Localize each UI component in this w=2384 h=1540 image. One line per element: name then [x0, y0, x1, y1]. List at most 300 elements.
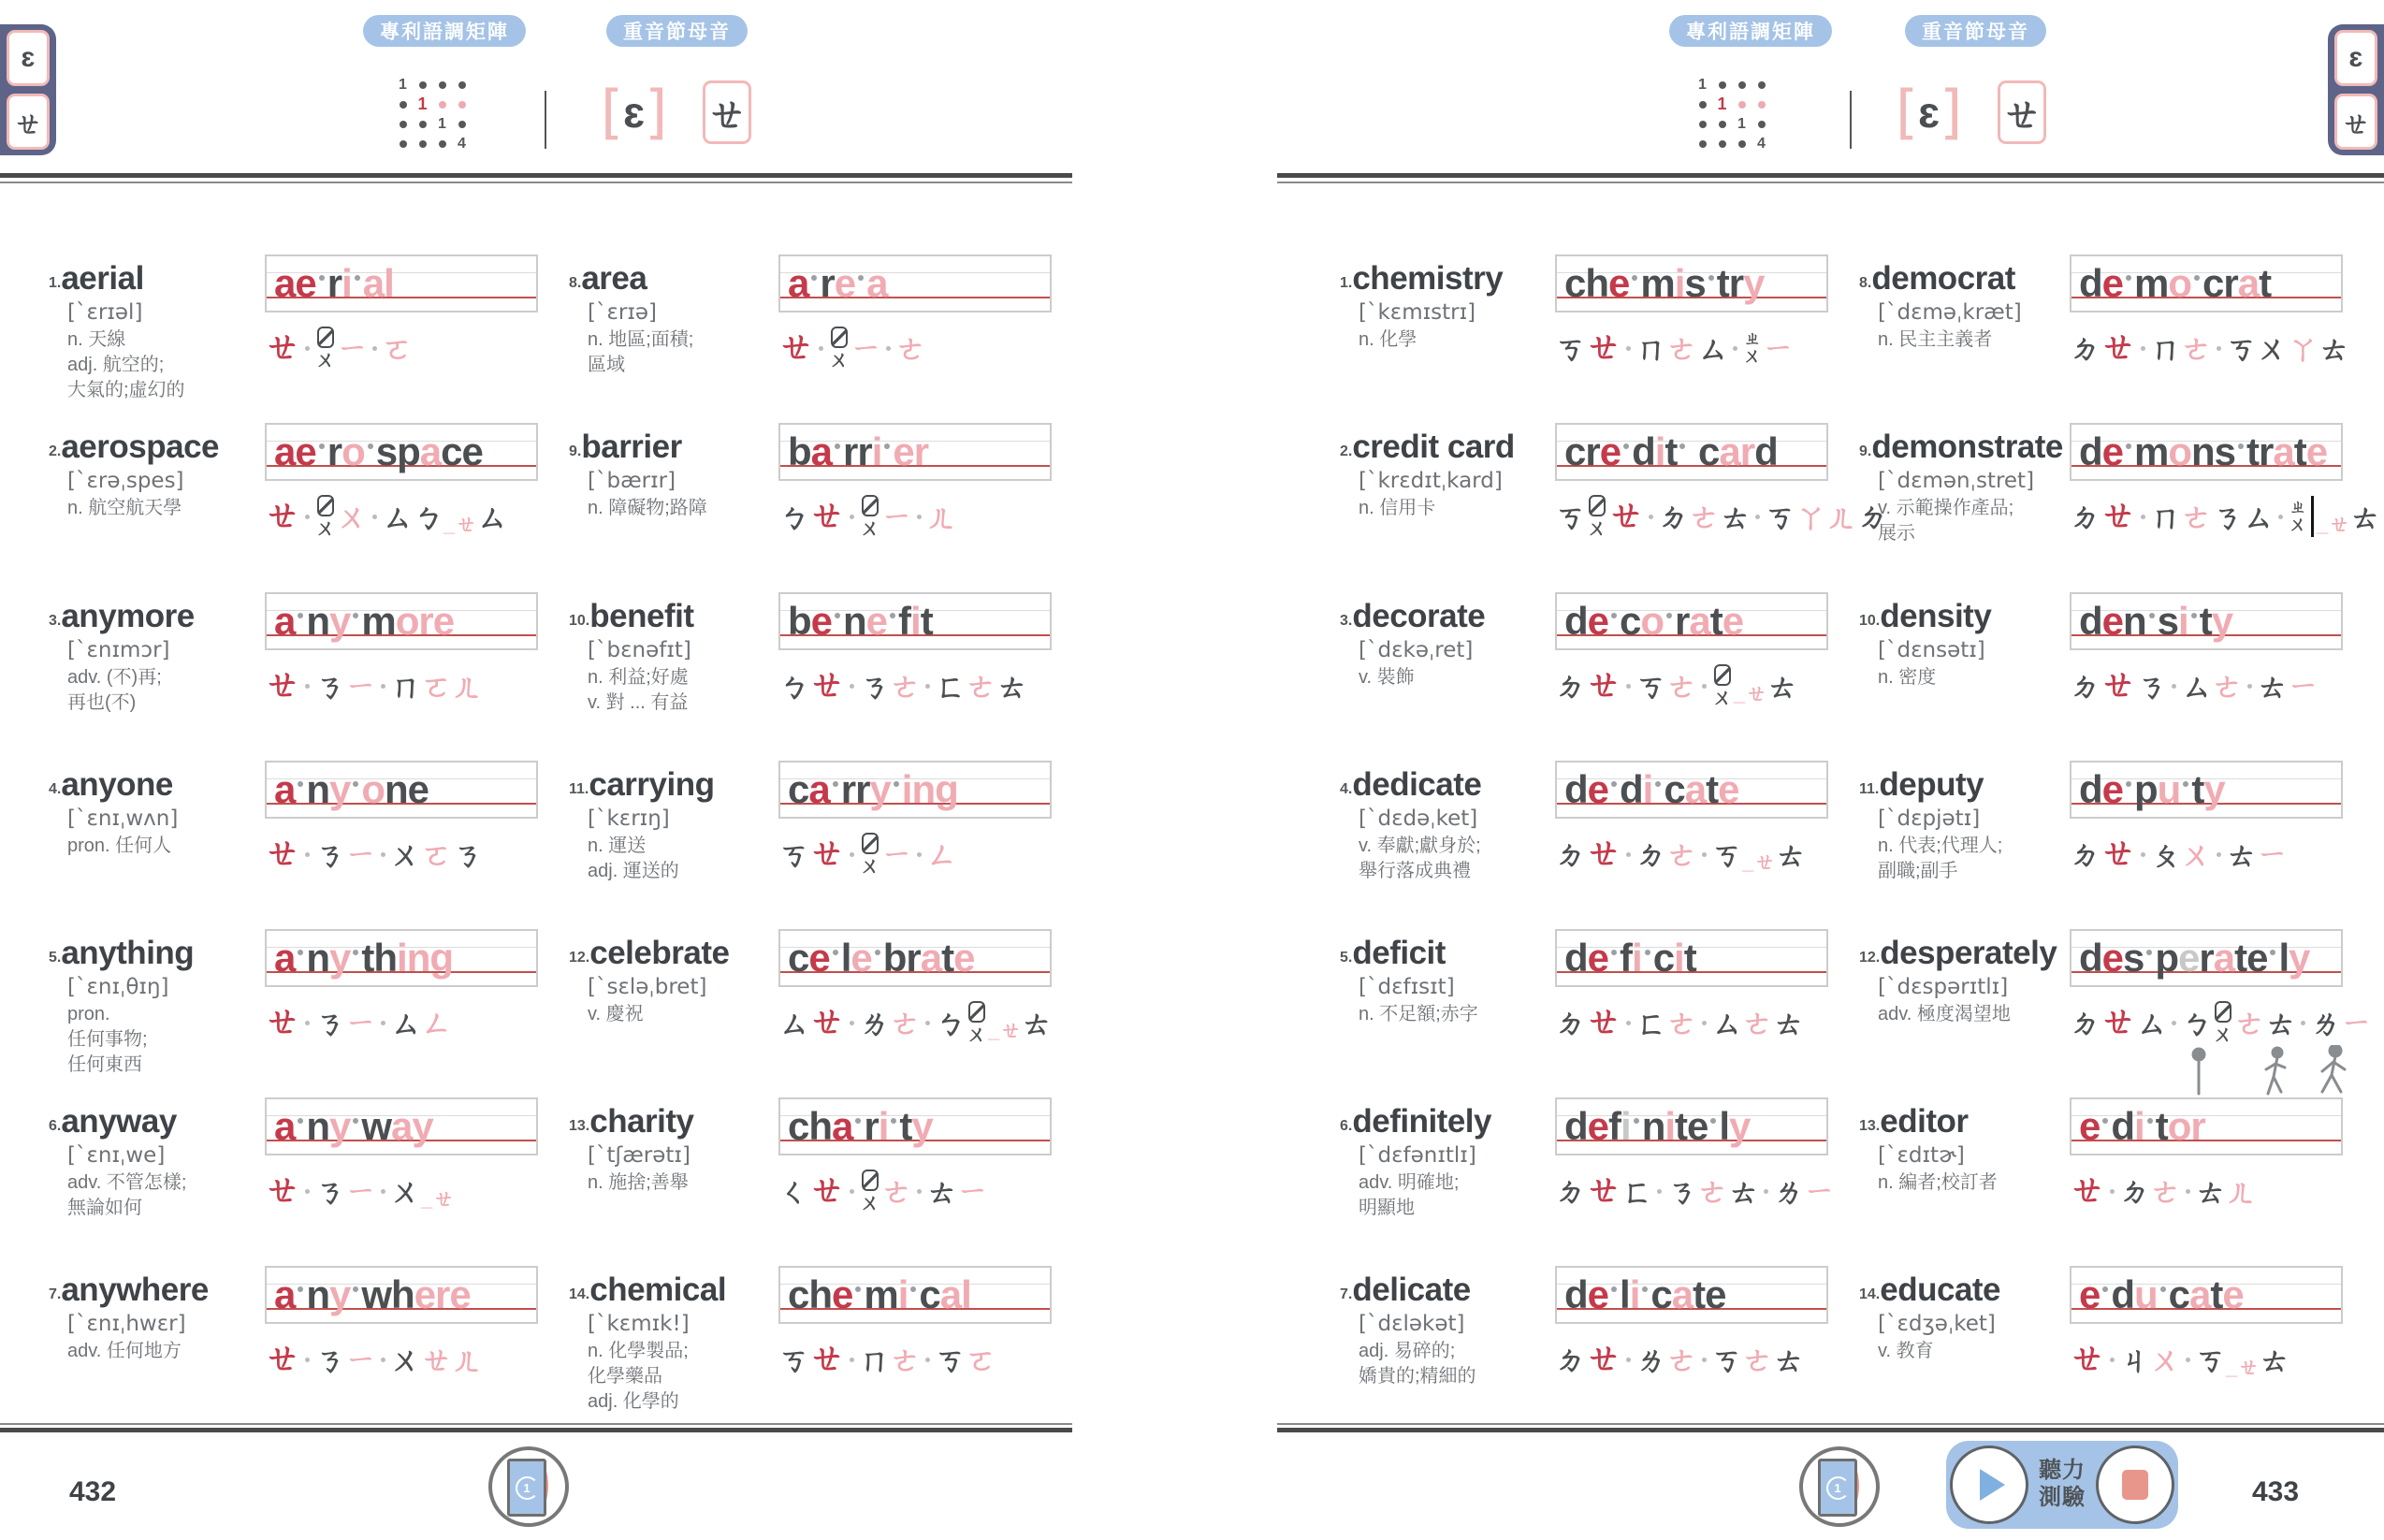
syllable-segment: a: [1671, 1272, 1694, 1316]
vocabulary-entry: [1859, 761, 2384, 929]
syllable-separator-dot: [1655, 781, 1661, 787]
entry-ipa: [ˋbɛnəfɪt]: [588, 638, 691, 662]
zhuyin-token: ㄝ: [1586, 666, 1622, 705]
syllable-segment: o: [361, 767, 385, 811]
zhuyin-separator-dot: [2186, 1358, 2190, 1362]
zhuyin-token: ㄝ: [2070, 1171, 2106, 1211]
zhuyin-token: ㄉ: [1555, 1173, 1586, 1209]
syllable-writing-box: [1555, 254, 1828, 312]
syllable-segment: r: [327, 429, 342, 473]
zhuyin-r-bottom: ㄨ: [860, 1190, 881, 1214]
zhuyin-token: ㄎ: [2195, 1342, 2227, 1377]
matrix-dot: [1758, 101, 1766, 109]
syllable-text: [2079, 1099, 2205, 1154]
zhuyin-phonetics: [778, 1167, 1106, 1215]
zhuyin-token: _ ㄝ: [421, 1189, 454, 1210]
syllable-separator-dot: [2147, 1118, 2153, 1124]
entry-ipa: [ˋɛnɪmɔr]: [67, 638, 170, 662]
zhuyin-token: ㄇ: [2150, 330, 2182, 366]
zhuyin-phonetics: [778, 492, 1106, 541]
zhuyin-token: ㄙ: [2243, 499, 2275, 534]
entry-number: 12.: [569, 950, 590, 966]
zhuyin-token: ㄨ: [2257, 330, 2289, 366]
word-head: [569, 429, 763, 466]
zhuyin-zh-top: ㄓ: [1744, 329, 1762, 348]
syllable-segment: te: [1693, 1272, 1726, 1316]
syllable-segment: n: [843, 599, 866, 643]
syllable-segment: e: [1599, 429, 1621, 473]
syllable-segment: b: [788, 599, 811, 643]
zhuyin-r-symbol: [829, 327, 850, 370]
zhuyin-separator-dot: [2110, 1358, 2115, 1362]
syllable-separator-dot: [2102, 1286, 2108, 1292]
top-rule-thick: [0, 173, 1072, 178]
word-info: [49, 429, 250, 521]
syllable-segment: a: [810, 429, 833, 473]
word-info: [1859, 260, 2055, 353]
zhuyin-token: ㄦ: [926, 499, 958, 534]
syllable-separator-dot: [894, 781, 899, 787]
entry-word: chemical: [589, 1271, 727, 1308]
zhuyin-token: ㄜ: [2181, 499, 2213, 534]
syllable-segment: a: [274, 767, 296, 811]
entry-definitions: [1878, 496, 2055, 546]
entry-definitions: [1878, 834, 2055, 884]
syllable-segment: m: [2134, 261, 2169, 305]
zhuyin-token: ㄉ: [1555, 668, 1586, 704]
entry-number: 13.: [1859, 1118, 1881, 1134]
vocabulary-entry: [1859, 423, 2384, 591]
zhuyin-separator-dot: [372, 515, 377, 519]
zhuyin-token: ㄉ: [2119, 1173, 2151, 1209]
zhuyin-token: ㄜ: [1666, 1342, 1698, 1377]
syllable-segment: y: [869, 767, 891, 811]
phonics-block: [1555, 592, 1882, 710]
syllable-segment: i: [910, 599, 921, 643]
word-head: [49, 1271, 250, 1309]
repeat-once-icon: 1: [516, 1476, 539, 1500]
matrix-dot: [1719, 121, 1726, 128]
zhuyin-separator-dot: [917, 852, 922, 857]
entry-word: democrat: [1871, 260, 2015, 297]
zhuyin-phonetics: [1555, 324, 1882, 372]
vocabulary-entry: [1859, 1097, 2384, 1266]
stop-icon: [2122, 1470, 2148, 1500]
definition-line: 舉行落成典禮: [1359, 861, 1471, 881]
syllable-segment: u: [2157, 767, 2181, 811]
syllable-separator-dot: [298, 613, 303, 618]
entry-ipa: [ˋkɛrɪŋ]: [588, 806, 670, 831]
syllable-segment: t: [941, 936, 954, 980]
syllable-separator-dot: [811, 275, 817, 281]
zhuyin-phonetics: [778, 661, 1106, 710]
zhuyin-token: ㄙ: [2136, 1005, 2168, 1040]
entry-word: barrier: [581, 429, 682, 465]
index-tab[interactable]: [2328, 24, 2384, 155]
syllable-segment: ar: [1719, 429, 1755, 473]
syllable-segment: i: [2178, 599, 2188, 643]
definition-line: 明顯地: [1359, 1198, 1415, 1218]
syllable-text: [788, 763, 958, 817]
syllable-text: [274, 594, 454, 648]
top-rule-thin: [1277, 182, 2384, 183]
repeat-once-icon: 1: [1826, 1476, 1850, 1500]
listening-test-label-line2: 測驗: [2039, 1485, 2086, 1510]
definition-line: 化學藥品: [588, 1366, 662, 1387]
syllable-writing-box: [2070, 929, 2343, 987]
zhuyin-separator-dot: [850, 515, 854, 519]
zhuyin-token: ㄧ: [337, 330, 369, 366]
entry-definitions: [1878, 327, 2055, 353]
phonics-block: [2070, 1097, 2384, 1215]
phonics-block: [1555, 1266, 1882, 1384]
zhuyin-token: ㄊ: [1775, 836, 1807, 872]
zhuyin-separator-dot: [2301, 1021, 2305, 1025]
entry-definitions: [1878, 1002, 2055, 1027]
zhuyin-token: ㄧ: [345, 836, 377, 872]
syllable-segment: t: [1683, 936, 1696, 980]
definition-line: n. 運送: [588, 835, 647, 856]
syllable-separator-dot: [1634, 1118, 1639, 1124]
syllable-segment: e: [2079, 1104, 2101, 1148]
definition-line: adj. 易碎的;: [1359, 1341, 1456, 1361]
syllable-writing-box: [778, 1266, 1052, 1324]
entry-ipa: [ˋɛnɪˌwʌn]: [67, 806, 179, 831]
entry-definitions: [1359, 834, 1540, 884]
syllable-separator-dot: [2191, 613, 2197, 618]
zhuyin-separator-dot: [925, 684, 930, 689]
entry-word: charity: [589, 1103, 694, 1140]
entry-number: 14.: [569, 1286, 590, 1302]
zhuyin-token: ㄅ: [413, 499, 444, 534]
repeat-once-button[interactable]: [488, 1446, 569, 1527]
zhuyin-token: ㄋ: [2212, 499, 2244, 534]
syllable-segment: l: [1620, 1272, 1630, 1316]
syllable-segment: d: [1632, 429, 1655, 473]
zhuyin-token: ㄋ: [314, 1342, 346, 1377]
zhuyin-token: _ ㄝ: [988, 1021, 1021, 1041]
zhuyin-separator-dot: [917, 515, 922, 519]
entry-word: density: [1880, 598, 1992, 634]
word-head: [1340, 260, 1540, 298]
syllable-segment: t: [2293, 429, 2306, 473]
entry-word: anymore: [61, 598, 195, 634]
zhuyin-zh-symbol: [1743, 330, 1762, 366]
syllable-segment: l: [840, 936, 851, 980]
zhuyin-phonetics: [2070, 661, 2384, 710]
syllable-segment: u: [2134, 1272, 2158, 1316]
zhuyin-zh-bottom: ㄨ: [1743, 346, 1763, 367]
zhuyin-separator-dot: [2186, 1189, 2190, 1194]
zhuyin-r-top: [317, 327, 334, 348]
syllable-writing-box: [2070, 254, 2343, 312]
zhuyin-separator-dot: [381, 684, 385, 689]
syllable-separator-dot: [298, 781, 303, 787]
zhuyin-token: ㄊ: [996, 668, 1028, 704]
zhuyin-token: ㄥ: [926, 836, 958, 872]
zhuyin-separator-dot: [381, 1189, 385, 1194]
syllable-separator-dot: [833, 781, 838, 787]
zhuyin-token: ㄇ: [390, 668, 422, 704]
zhuyin-r-symbol: [860, 833, 880, 877]
zhuyin-token: ㄎ: [935, 1342, 967, 1377]
definition-line: pron.: [67, 1004, 110, 1024]
zhuyin-zh-symbol: [2289, 499, 2307, 534]
zhuyin-token: ㄊ: [2226, 836, 2258, 872]
zhuyin-phonetics: [2070, 324, 2384, 372]
repeat-once-button[interactable]: [1799, 1446, 1880, 1527]
zhuyin-token: ㄋ: [2136, 668, 2168, 704]
zhuyin-token: ㄝ: [265, 1340, 301, 1379]
zhuyin-separator-dot: [1626, 852, 1631, 857]
zhuyin-token: ㄌ: [2310, 1005, 2342, 1040]
entry-definitions: [588, 496, 763, 521]
zhuyin-token: ㄦ: [2226, 1173, 2258, 1209]
matrix-dot: [439, 81, 446, 89]
word-info: [1340, 1271, 1540, 1389]
zhuyin-separator-dot: [1626, 1021, 1631, 1025]
zhuyin-phonetics: [265, 661, 592, 710]
zhuyin-separator-dot: [305, 852, 310, 857]
badge-stressed-vowel: 重音節母音: [606, 15, 748, 47]
syllable-separator-dot: [298, 1286, 303, 1292]
syllable-segment: e: [834, 261, 856, 305]
syllable-separator-dot: [319, 443, 325, 449]
zhuyin-separator-dot: [1702, 852, 1707, 857]
entry-ipa: [ˋɛnɪˌwe]: [67, 1143, 166, 1168]
entry-ipa: [ˋdɛfənɪtlɪ]: [1359, 1143, 1476, 1168]
syllable-separator-dot: [1642, 1286, 1648, 1292]
syllable-segment: e: [810, 599, 833, 643]
zhuyin-token: ㄉ: [1635, 836, 1667, 872]
phonics-block: [1555, 929, 1882, 1047]
entry-word: anyone: [61, 766, 173, 803]
phonics-block: [265, 761, 592, 879]
syllable-writing-box: [778, 929, 1052, 987]
zhuyin-token: ㄨ: [2150, 1342, 2182, 1377]
zhuyin-token: ㄜ: [1697, 1173, 1729, 1209]
zhuyin-separator-dot: [305, 1358, 310, 1362]
zhuyin-token: ㄎ: [778, 1342, 809, 1377]
entry-word: celebrate: [589, 935, 730, 971]
syllable-segment: o: [342, 429, 365, 473]
definition-line: adv. 任何地方: [67, 1341, 182, 1361]
zhuyin-r-bottom: ㄨ: [967, 1022, 988, 1046]
phonics-block: [265, 1266, 592, 1384]
syllable-segment: m: [2134, 429, 2169, 473]
zhuyin-separator-dot: [381, 852, 385, 857]
entry-number: 10.: [1859, 613, 1881, 629]
syllable-segment: sp: [375, 429, 420, 473]
definition-line: adv. (不)再;: [67, 667, 162, 688]
matrix-dot: [1699, 140, 1707, 148]
index-tab[interactable]: [0, 24, 56, 155]
entry-word: anywhere: [61, 1271, 209, 1308]
badge-tone-matrix: 專利語調矩陣: [1669, 15, 1832, 47]
syllable-segment: y: [1743, 261, 1765, 305]
word-head: [569, 260, 763, 298]
syllable-separator-dot: [1611, 950, 1617, 955]
phonics-block: [265, 254, 592, 372]
zhuyin-token: ㄝ: [809, 835, 846, 874]
word-head: [569, 1271, 763, 1309]
vowel-zhuyin: ㄝ: [2002, 93, 2042, 137]
definition-line: n. 化學製品;: [588, 1341, 689, 1361]
left-bracket: [: [1896, 78, 1919, 146]
syllable-segment: l: [1719, 1104, 1730, 1148]
vocabulary-entry: [1340, 423, 1889, 591]
zhuyin-separator-dot: [850, 852, 854, 857]
right-bracket: ]: [645, 78, 668, 146]
word-head: [49, 766, 250, 804]
syllable-segment: n: [2123, 599, 2146, 643]
syllable-text: [788, 931, 974, 985]
zhuyin-token: ㄜ: [966, 668, 997, 704]
vowel-ipa: ɛ: [623, 88, 646, 137]
entry-word: aerial: [61, 260, 144, 297]
zhuyin-token: ㄝ: [2101, 666, 2137, 705]
entry-definitions: [67, 834, 250, 859]
page-number: 432: [69, 1476, 117, 1507]
word-head: [569, 598, 763, 635]
syllable-segment: y: [329, 1272, 351, 1316]
zhuyin-token: ㄛ: [966, 1342, 997, 1377]
zhuyin-separator-dot: [2247, 684, 2252, 689]
syllable-segment: i: [1629, 1272, 1640, 1316]
definition-line: pron. 任何人: [67, 835, 172, 856]
zhuyin-separator-dot: [2278, 515, 2283, 519]
zhuyin-token: ㄜ: [1666, 330, 1698, 366]
word-head: [1340, 1103, 1540, 1140]
syllable-text: [274, 763, 429, 817]
syllable-segment: ce: [441, 429, 483, 473]
word-head: [1859, 429, 2063, 466]
zhuyin-token: ㄅ: [778, 499, 809, 534]
zhuyin-token: ㄎ: [1711, 1342, 1743, 1377]
zhuyin-phonetics: [1555, 998, 1882, 1047]
zhuyin-separator-dot: [381, 1021, 385, 1025]
definition-line: n. 編者;校訂者: [1878, 1172, 1998, 1193]
entry-word: benefit: [589, 598, 694, 634]
syllable-separator-dot: [2183, 781, 2188, 787]
zhuyin-phonetics: [778, 998, 1106, 1047]
zhuyin-separator-dot: [2172, 684, 2176, 689]
phonics-block: [1555, 761, 1882, 879]
phonics-block: [2070, 929, 2384, 1047]
zhuyin-token: ㄉ: [1658, 499, 1690, 534]
zhuyin-token: ㄧ: [345, 1342, 377, 1377]
zhuyin-r-bottom: ㄨ: [860, 853, 881, 878]
zhuyin-r-top: [2215, 1001, 2231, 1023]
zhuyin-token: ㄝ: [2101, 835, 2137, 874]
header-divider: [545, 91, 546, 149]
zhuyin-r-symbol: [860, 1170, 880, 1213]
word-head: [1340, 766, 1540, 804]
syllable-segment: a: [274, 1104, 296, 1148]
zhuyin-token: ㄝ: [265, 497, 301, 536]
zhuyin-token: ㄉ: [2070, 668, 2101, 704]
stressed-vowel-display: [1896, 80, 2046, 144]
word-head: [569, 766, 763, 804]
entry-definitions: [67, 496, 250, 521]
syllable-segment: ere: [414, 1272, 471, 1316]
syllable-text: [2079, 594, 2232, 648]
zhuyin-phonetics: [778, 324, 1106, 372]
entry-word: decorate: [1352, 598, 1486, 634]
zhuyin-phonetics: [265, 998, 592, 1047]
syllable-separator-dot: [353, 613, 358, 618]
vowel-zhuyin-box: [703, 80, 751, 144]
word-info: [1340, 260, 1540, 353]
word-info: [569, 429, 763, 521]
syllable-segment: e: [1587, 599, 1609, 643]
vocabulary-entry: [569, 592, 1106, 761]
entry-number: 4.: [1340, 781, 1353, 797]
zhuyin-separator-dot: [1626, 1358, 1631, 1362]
syllable-segment: c: [1650, 1272, 1672, 1316]
zhuyin-token: ㄧ: [345, 1173, 377, 1209]
index-tab-zhuyin-box: [2334, 94, 2377, 150]
entry-number: 11.: [569, 781, 589, 797]
syllable-writing-box: [1555, 1266, 1828, 1324]
syllable-separator-dot: [2126, 275, 2131, 281]
syllable-segment: t: [920, 599, 933, 643]
zhuyin-separator-dot: [850, 684, 854, 689]
word-head: [1340, 429, 1540, 466]
zhuyin-token: ㄇ: [2150, 499, 2182, 534]
vocabulary-entry: [49, 1097, 592, 1266]
zhuyin-separator-dot: [305, 684, 310, 689]
zhuyin-token: ㄊ: [926, 1173, 958, 1209]
stop-button[interactable]: [2096, 1446, 2174, 1524]
zhuyin-separator-dot: [2141, 852, 2145, 857]
syllable-segment: f: [898, 599, 911, 643]
syllable-separator-dot: [855, 1286, 861, 1292]
book-page-right: [1192, 0, 2384, 1540]
syllable-segment: ing: [397, 936, 454, 980]
vowel-zhuyin: ㄝ: [707, 93, 748, 137]
entry-word: deficit: [1352, 935, 1446, 971]
syllable-segment: a: [2273, 429, 2294, 473]
entry-ipa: [ˋdɛdəˌket]: [1359, 806, 1478, 831]
syllable-segment: a: [866, 261, 888, 305]
word-head: [49, 260, 250, 298]
entry-number: 12.: [1859, 950, 1881, 966]
syllable-writing-box: [265, 929, 538, 987]
zhuyin-token: ㄝ: [2101, 328, 2137, 368]
play-button[interactable]: [1950, 1446, 2028, 1524]
zhuyin-token: ㄦ: [452, 668, 484, 704]
word-head: [49, 1103, 250, 1140]
header-divider: [1850, 91, 1852, 149]
syllable-segment: rr: [840, 767, 870, 811]
zhuyin-separator-dot: [1649, 515, 1653, 519]
badge-stressed-vowel: 重音節母音: [1905, 15, 2046, 47]
entry-ipa: [ˋdɛməˌkræt]: [1878, 300, 2022, 325]
word-head: [1859, 598, 2055, 635]
zhuyin-token: ㄛ: [421, 836, 453, 872]
entry-word: credit card: [1352, 429, 1515, 465]
syllable-segment: e: [2178, 936, 2200, 980]
vocabulary-entry: [1340, 761, 1882, 929]
syllable-segment: ing: [901, 767, 958, 811]
syllable-segment: wh: [361, 1272, 414, 1316]
syllable-segment: l: [2278, 936, 2290, 980]
syllable-segment: rr: [843, 429, 872, 473]
syllable-segment: y: [2289, 936, 2310, 980]
syllable-segment: t: [1706, 767, 1719, 811]
word-info: [1859, 766, 2055, 884]
